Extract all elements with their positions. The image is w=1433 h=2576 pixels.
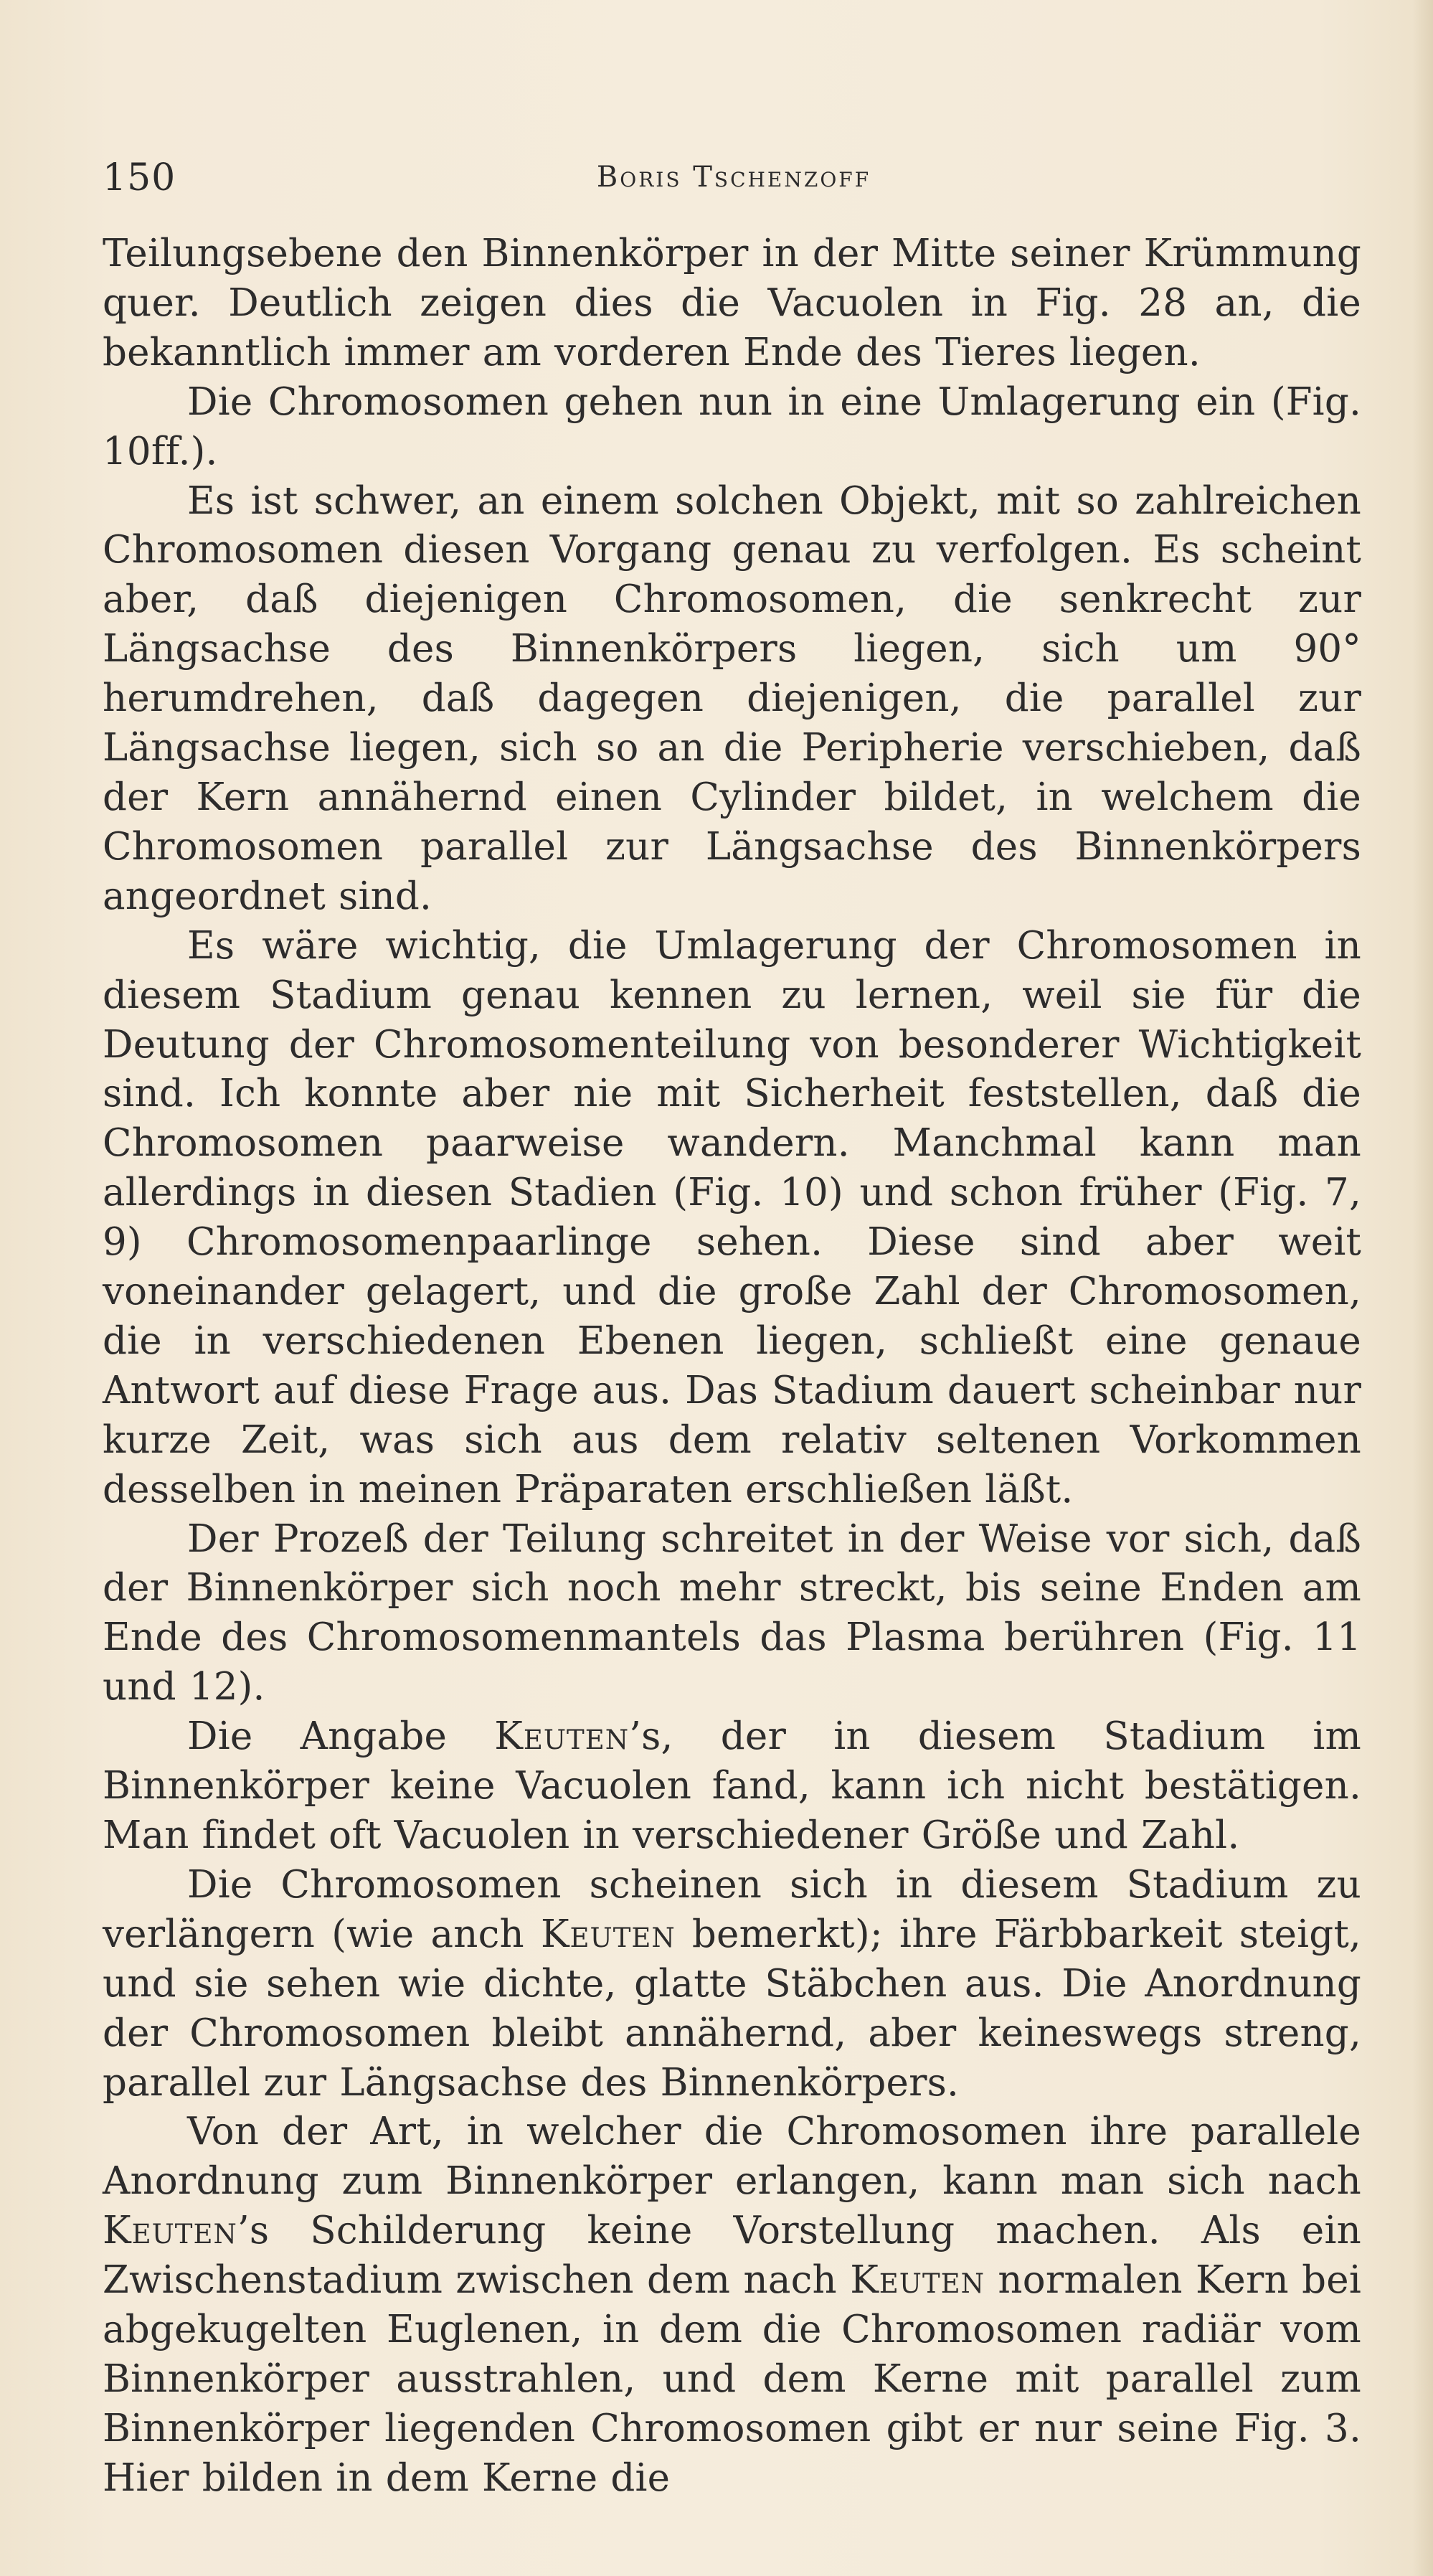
author-name-keuten: Keuten bbox=[540, 1912, 676, 1956]
paragraph-8-before: Von der Art, in welcher die Chromosomen ihre parallele Anordnung zum Binnenkörper erlangen, kann man sich nach bbox=[103, 2110, 1361, 2204]
running-title: Boris Tschenzoff bbox=[596, 161, 871, 194]
paragraph-1: Teilungsebene den Binnenkörper in der Mitte seiner Krümmung quer. Deutlich zeigen dies die Vacuolen in Fig. 28 an, die bekanntlich immer am vorderen Ende des Tieres liegen. bbox=[103, 232, 1361, 374]
running-head bbox=[103, 152, 1365, 209]
paragraph-6 bbox=[103, 1712, 1361, 1861]
author-name-keuten: Keuten bbox=[494, 1714, 630, 1759]
paragraph-7-before: Die Chromosomen scheinen sich in diesem Stadium zu verlängern (wie anch bbox=[103, 1862, 1361, 1956]
paragraph-5: Der Prozeß der Teilung schreitet in der Weise vor sich, daß der Binnenkörper sich noch mehr streckt, bis seine Enden am Ende des Chromosomenmantels das Plasma berühren (Fig. 11 und 12). bbox=[103, 1516, 1361, 1709]
paragraph-3: Es ist schwer, an einem solchen Objekt, mit so zahlreichen Chromosomen diesen Vorgang genau zu verfolgen. Es scheint aber, daß diejenigen Chromosomen, die senkrecht zur Längsachse des Binnenkörpers liegen, sich um 90° herumdrehen, daß dagegen diejenigen, die parallel zur Längsachse liegen, sich so an die Peripherie verschieben, daß der Kern annähernd einen Cylinder bildet, in welchem die Chromosomen parallel zur Längsachse des Binnenkörpers angeordnet sind. bbox=[103, 478, 1361, 918]
paragraph-2: Die Chromosomen gehen nun in eine Umlagerung ein (Fig. 10ff.). bbox=[103, 379, 1361, 473]
paragraph-6-after: ’s, der in diesem Stadium im Binnenkörper keine Vacuolen fand, kann ich nicht bestätigen. Man findet oft Vacuolen in verschiedener Größe und Zahl. bbox=[103, 1714, 1362, 1857]
paragraph-4: Es wäre wichtig, die Umlagerung der Chromosomen in diesem Stadium genau kennen zu lernen, weil sie für die Deutung der Chromosomenteilung von besonderer Wichtigkeit sind. Ich konnte aber nie mit Sicherheit feststellen, daß die Chromosomen paarweise wandern. Manchmal kann man allerdings in diesen Stadien (Fig. 10) und schon früher (Fig. 7, 9) Chromosomenpaarlinge sehen. Diese sind aber weit voneinander gelagert, und die große Zahl der Chromosomen, die in verschiedenen Ebenen liegen, schließt eine genaue Antwort auf diese Frage aus. Das Stadium dauert scheinbar nur kurze Zeit, was sich aus dem relativ seltenen Vorkommen desselben in meinen Präparaten erschließen läßt. bbox=[103, 923, 1361, 1511]
author-name-keuten: Keuten bbox=[850, 2258, 985, 2303]
paragraph-6-before: Die Angabe bbox=[187, 1714, 495, 1759]
paragraph-7 bbox=[103, 1861, 1361, 2108]
page-number: 150 bbox=[103, 156, 176, 199]
paragraph-8-middle: ’s Schilderung keine Vorstellung machen. Als ein Zwischenstadium zwischen dem nach bbox=[103, 2209, 1361, 2303]
body-text bbox=[103, 230, 1361, 2504]
author-name-keuten: Keuten bbox=[103, 2209, 237, 2253]
paragraph-8 bbox=[103, 2108, 1361, 2503]
paragraph-7-after: bemerkt); ihre Färbbarkeit steigt, und sie sehen wie dichte, glatte Stäbchen aus. Die Anordnung der Chromosomen bleibt annähernd, aber keineswegs streng, parallel zur Längsachse des Binnenkörpers. bbox=[103, 1912, 1361, 2105]
page-edge-shadow bbox=[1413, 0, 1433, 2576]
paragraph-8-after: normalen Kern bei abgekugelten Euglenen, in dem die Chromosomen radiär vom Binnenkörper ausstrahlen, und dem Kerne mit parallel zum Binnenkörper liegenden Chromosomen gibt er nur seine Fig. 3. Hier bilden in dem Kerne die bbox=[103, 2258, 1361, 2500]
